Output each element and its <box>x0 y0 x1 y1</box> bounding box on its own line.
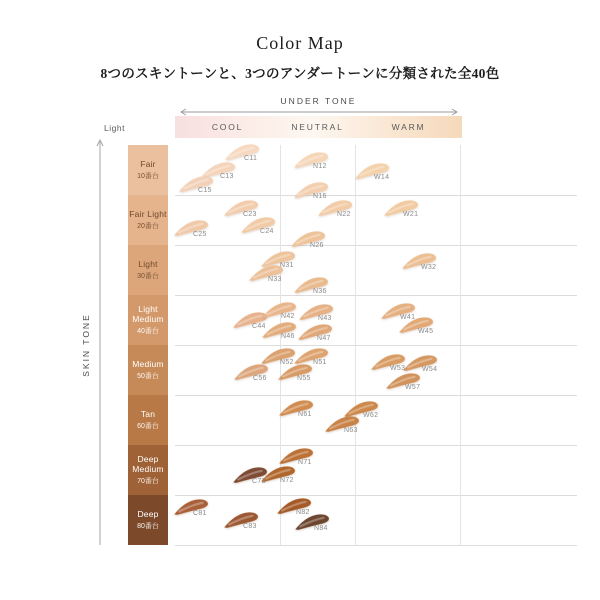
shade-label: N52 <box>280 359 294 366</box>
skin-tone-range: 70番台 <box>137 478 159 486</box>
shade-swatch-w21 <box>382 199 420 218</box>
shade-label: N55 <box>297 375 311 382</box>
shade-label: C15 <box>198 187 212 194</box>
skin-tone-cell-tan <box>128 395 168 445</box>
column-header-cool: COOL <box>211 122 244 132</box>
column-separator-line <box>460 145 461 545</box>
shade-label: N82 <box>296 509 310 516</box>
shade-swatch-n82 <box>275 497 313 516</box>
skin-tone-name: Deep Medium <box>132 453 164 474</box>
skintone-axis-light-label: Light <box>104 123 125 133</box>
column-separator-line <box>280 145 281 545</box>
shade-label: C23 <box>243 211 257 218</box>
shade-swatch-n36 <box>292 276 330 295</box>
shade-swatch-w14 <box>353 162 391 181</box>
skintone-axis-arrow <box>95 136 105 548</box>
shade-label: N43 <box>318 315 332 322</box>
shade-label: C25 <box>193 231 207 238</box>
skin-tone-range: 80番台 <box>137 523 159 531</box>
skin-tone-name: Tan <box>140 408 156 419</box>
row-separator-line <box>175 295 577 296</box>
column-separator-line <box>355 145 356 545</box>
shade-label: C11 <box>244 155 258 162</box>
skin-tone-cell-light <box>128 245 168 295</box>
shade-label: C83 <box>243 523 257 530</box>
skin-tone-name: Fair Light <box>129 208 167 219</box>
shade-label: N71 <box>298 459 312 466</box>
column-header-warm: WARM <box>391 122 426 132</box>
shade-label: C44 <box>252 323 266 330</box>
row-separator-line <box>175 245 577 246</box>
skin-tone-range: 20番台 <box>137 223 159 231</box>
shade-swatch-n84 <box>293 513 331 532</box>
shade-label: N63 <box>344 427 358 434</box>
shade-label: N61 <box>298 411 312 418</box>
skin-tone-name: Medium <box>132 358 164 369</box>
shade-swatch-n42 <box>260 301 298 320</box>
skin-tone-range: 50番台 <box>137 373 159 381</box>
skintone-axis-label: SKIN TONE <box>81 313 91 377</box>
skin-tone-name: Fair <box>140 158 156 169</box>
shade-swatch-c11 <box>223 143 261 162</box>
shade-swatch-c73 <box>231 466 269 485</box>
row-separator-line <box>175 495 577 496</box>
shade-label: C24 <box>260 228 274 235</box>
shade-label: N46 <box>281 333 295 340</box>
shade-swatch-w57 <box>384 372 422 391</box>
shade-swatch-n43 <box>297 303 335 322</box>
shade-swatch-n26 <box>289 230 327 249</box>
shade-label: N22 <box>337 211 351 218</box>
shade-swatch-n46 <box>260 321 298 340</box>
skin-tone-range: 10番台 <box>137 173 159 181</box>
shade-label: N16 <box>313 193 327 200</box>
skin-tone-cell-deep-medium <box>128 445 168 495</box>
shade-label: C13 <box>220 173 234 180</box>
undertone-axis-arrow <box>176 108 462 116</box>
page-title: Color Map <box>256 33 344 53</box>
shade-swatch-n12 <box>292 151 330 170</box>
shade-swatch-n22 <box>316 199 354 218</box>
skin-tone-name: Deep <box>137 508 159 519</box>
shade-label: N51 <box>313 359 327 366</box>
shade-label: C73 <box>252 478 266 485</box>
shade-swatch-c56 <box>232 363 270 382</box>
shade-label: N36 <box>313 288 327 295</box>
shade-swatch-n55 <box>276 363 314 382</box>
shade-swatch-c23 <box>222 199 260 218</box>
shade-label: W45 <box>418 328 434 335</box>
shade-swatch-n61 <box>277 399 315 418</box>
skin-tone-name: Light <box>138 258 158 269</box>
shade-swatch-n63 <box>323 415 361 434</box>
shade-label: N33 <box>268 276 282 283</box>
shade-swatch-c25 <box>172 219 210 238</box>
shade-swatch-w32 <box>400 252 438 271</box>
skin-tone-range: 30番台 <box>137 273 159 281</box>
shade-label: C56 <box>253 375 267 382</box>
shade-label: W57 <box>405 384 421 391</box>
shade-swatch-w54 <box>401 354 439 373</box>
skin-tone-cell-light-medium <box>128 295 168 345</box>
shade-swatch-n47 <box>296 323 334 342</box>
shade-label: C81 <box>193 510 207 517</box>
shade-label: W41 <box>400 314 416 321</box>
shade-swatch-c15 <box>177 175 215 194</box>
shade-swatch-n33 <box>247 264 285 283</box>
shade-label: N26 <box>310 242 324 249</box>
skin-tone-name: Light Medium <box>132 303 164 324</box>
skin-tone-range: 60番台 <box>137 423 159 431</box>
shade-label: W62 <box>363 412 379 419</box>
row-separator-line <box>175 545 577 546</box>
row-separator-line <box>175 445 577 446</box>
shade-swatch-c81 <box>172 498 210 517</box>
shade-label: N42 <box>281 313 295 320</box>
skin-tone-range: 40番台 <box>137 328 159 336</box>
shade-label: N72 <box>280 477 294 484</box>
row-separator-line <box>175 395 577 396</box>
shade-label: N84 <box>314 525 328 532</box>
shade-label: N47 <box>317 335 331 342</box>
shade-swatch-c24 <box>239 216 277 235</box>
shade-swatch-n71 <box>277 447 315 466</box>
column-header-neutral: NEUTRAL <box>291 122 344 132</box>
shade-swatch-n16 <box>292 181 330 200</box>
undertone-header-bar <box>175 116 462 138</box>
skin-tone-cell-deep <box>128 495 168 545</box>
shade-label: W21 <box>403 211 419 218</box>
shade-label: N31 <box>280 262 294 269</box>
shade-label: N12 <box>313 163 327 170</box>
shade-label: W14 <box>374 174 390 181</box>
row-separator-line <box>175 195 577 196</box>
skin-tone-cell-medium <box>128 345 168 395</box>
skin-tone-cell-fair <box>128 145 168 195</box>
row-separator-line <box>175 345 577 346</box>
skin-tone-cell-fair-light <box>128 195 168 245</box>
shade-label: W54 <box>422 366 438 373</box>
page-subtitle: 8つのスキントーンと、3つのアンダートーンに分類された全40色 <box>100 66 500 81</box>
shade-swatch-w45 <box>397 316 435 335</box>
shade-label: W53 <box>390 365 406 372</box>
undertone-axis-label: UNDER TONE <box>280 96 357 106</box>
shade-swatch-c83 <box>222 511 260 530</box>
shade-label: W32 <box>421 264 437 271</box>
skin-tone-column <box>128 145 168 545</box>
